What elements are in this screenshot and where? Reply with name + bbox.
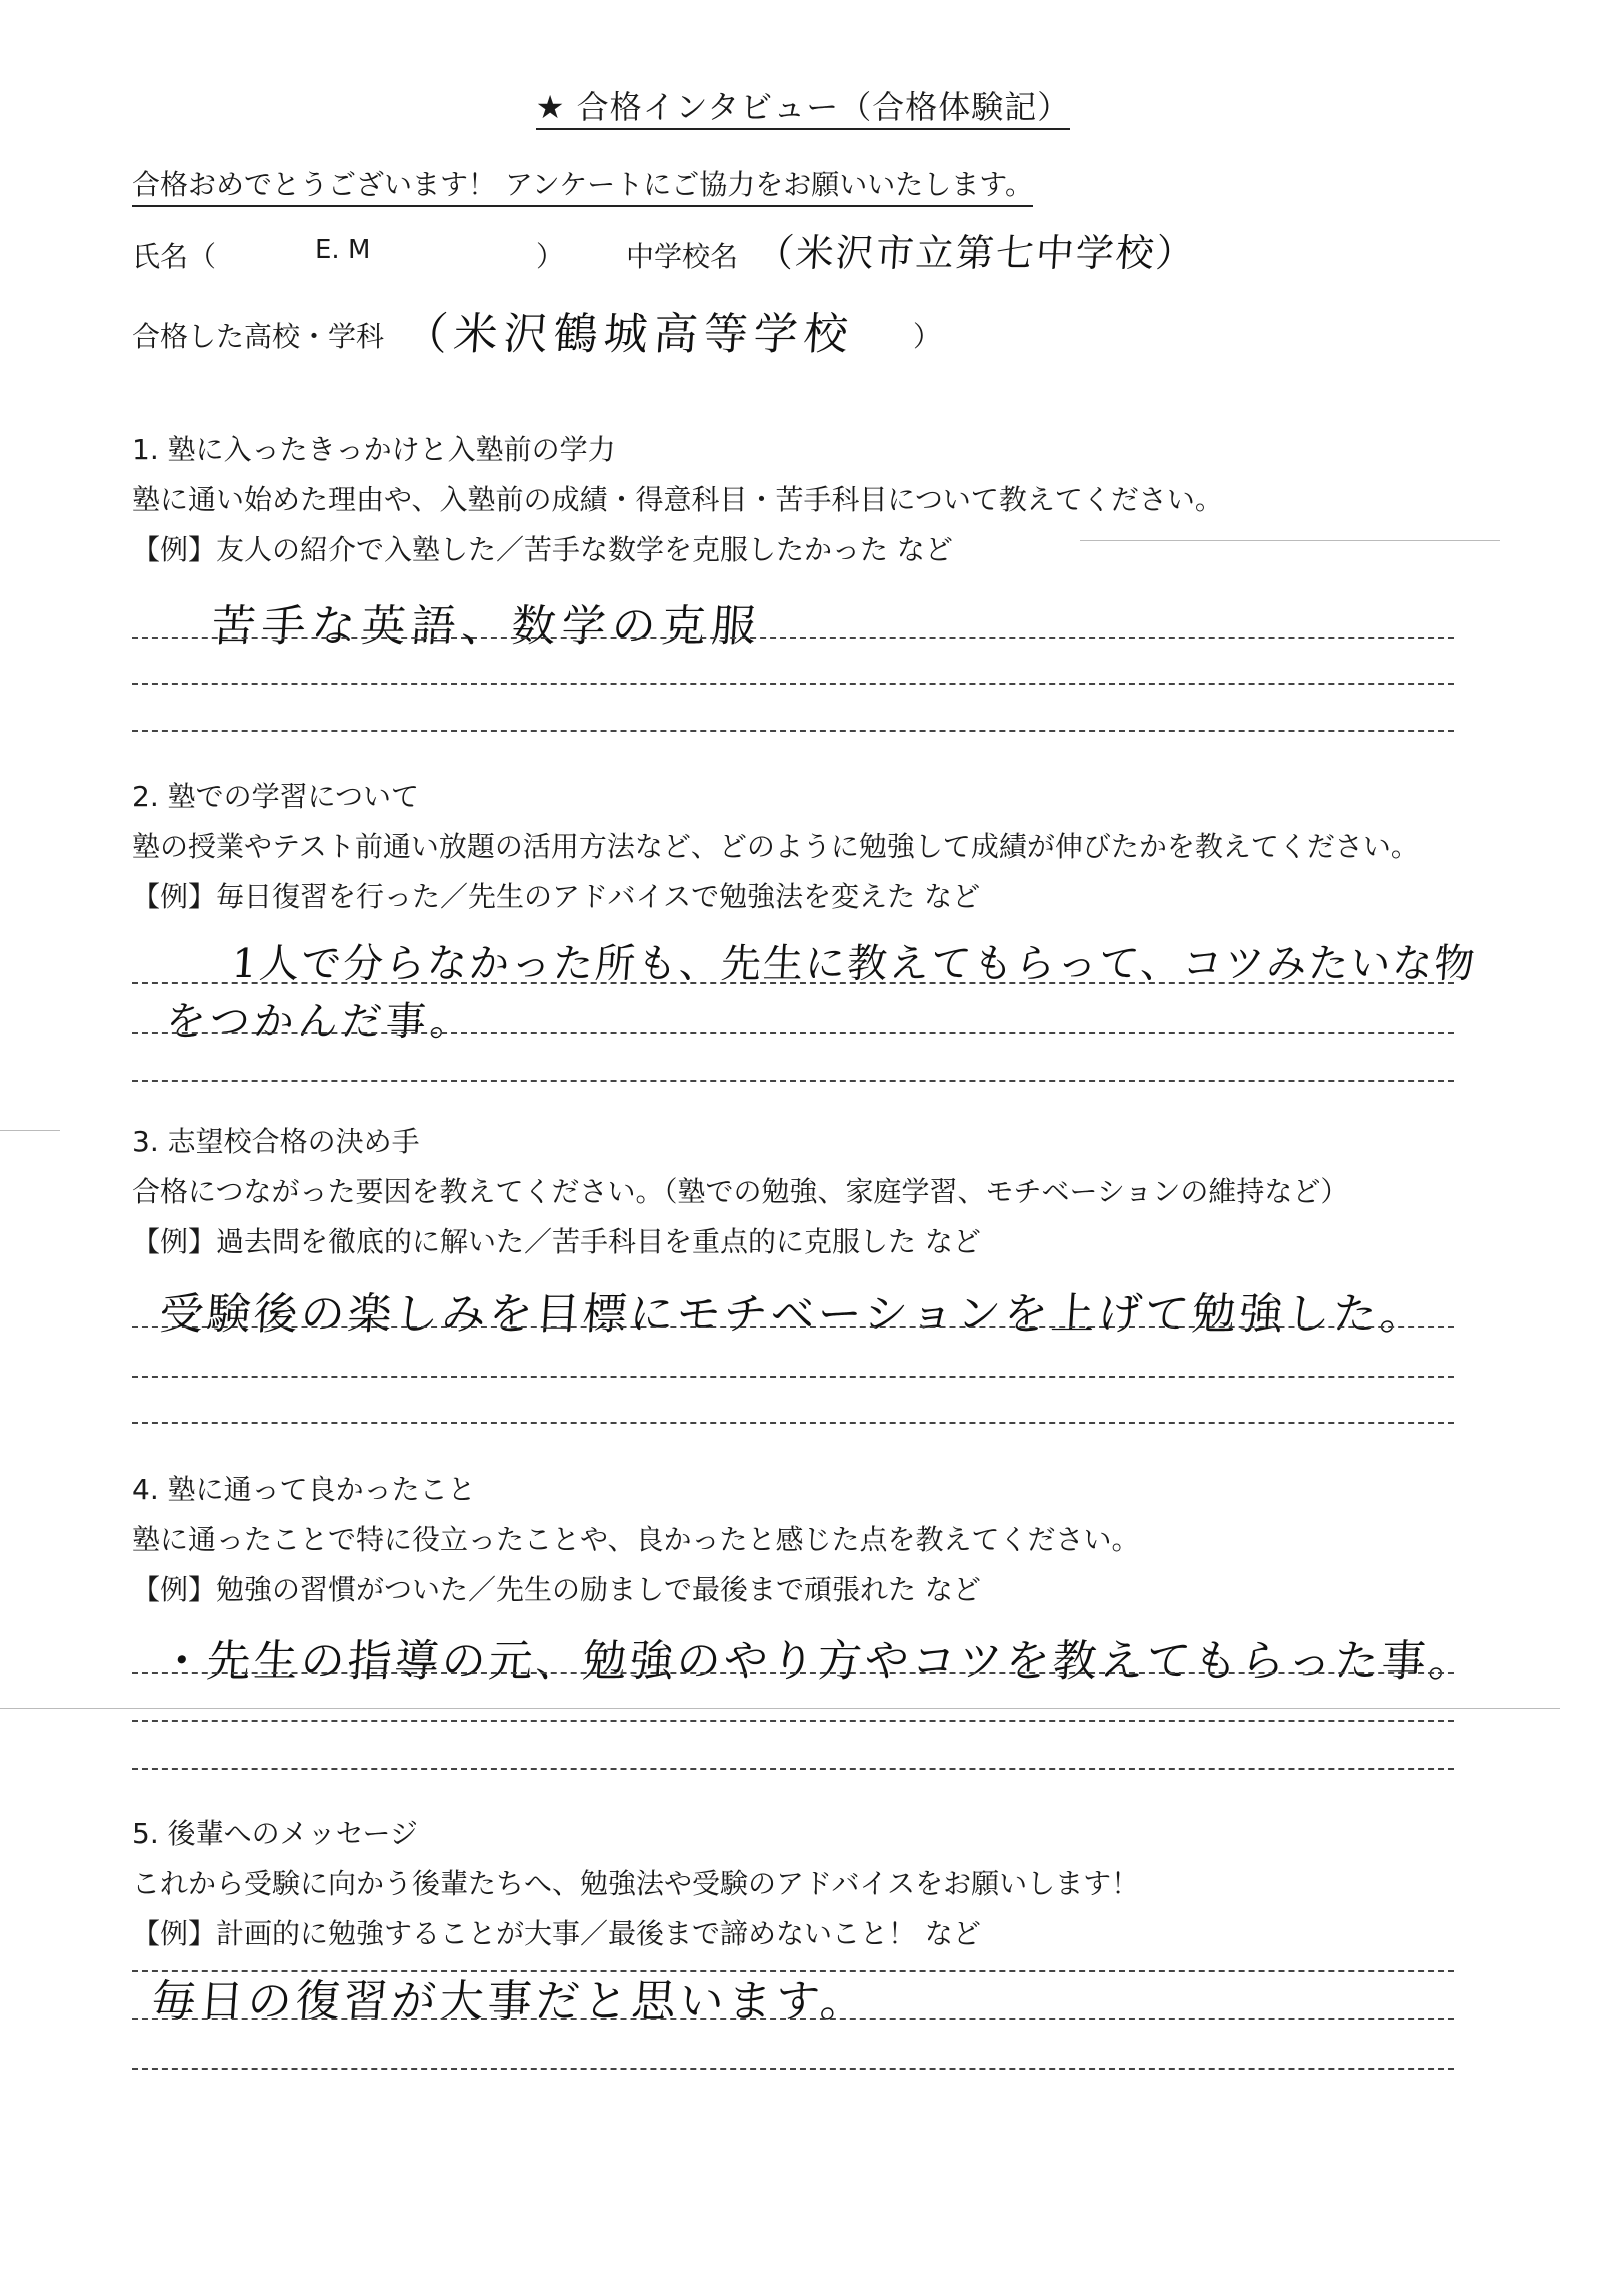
answer-rule	[132, 1768, 1454, 1770]
q1-example: 【例】友人の紹介で入塾した／苦手な数学を克服したかった など	[132, 533, 953, 566]
answer-rule	[132, 2068, 1454, 2070]
answer-rule	[132, 2018, 1454, 2020]
answer-rule	[132, 1970, 1454, 1972]
q1-description: 塾に通い始めた理由や、入塾前の成績・得意科目・苦手科目について教えてください。	[132, 483, 1223, 516]
name-close: ）	[536, 240, 565, 273]
scan-artifact	[1080, 540, 1500, 541]
highschool-close: ）	[913, 320, 942, 353]
answer-rule	[132, 1326, 1454, 1328]
q4-answer-line-1: ・先生の指導の元、勉強のやり方やコツを教えてもらった事。	[157, 1636, 1478, 1687]
school-value: （米沢市立第七中学校）	[754, 231, 1198, 275]
answer-rule	[132, 683, 1454, 685]
answer-rule	[132, 1672, 1454, 1674]
q2-description: 塾の授業やテスト前通い放題の活用方法など、どのように勉強して成績が伸びたかを教えてください。	[132, 830, 1419, 863]
q3-answer-line-1: 受験後の楽しみを目標にモチベーションを上げて勉強した。	[157, 1289, 1429, 1340]
highschool-value: （米沢鶴城高等学校	[401, 309, 856, 360]
answer-rule	[132, 730, 1454, 732]
answer-rule	[132, 637, 1454, 639]
name-label: 氏名（	[132, 240, 217, 273]
greeting-text: 合格おめでとうございます！ アンケートにご協力をお願いいたします。	[132, 163, 1033, 207]
scan-artifact	[0, 1130, 60, 1131]
page-title: ★ 合格インタビュー（合格体験記）	[0, 82, 1606, 128]
q2-answer-line-1: 1人で分らなかった所も、先生に教えてもらって、コツみたいな物	[230, 941, 1479, 987]
school-label: 中学校名	[626, 240, 739, 273]
q1-answer-line-1: 苦手な英語、数学の克服	[209, 601, 764, 652]
answer-rule	[132, 1422, 1454, 1424]
q5-description: これから受験に向かう後輩たちへ、勉強法や受験のアドバイスをお願いします！	[132, 1867, 1140, 1900]
q3-heading: 3. 志望校合格の決め手	[132, 1125, 420, 1158]
q4-example: 【例】勉強の習慣がついた／先生の励ましで最後まで頑張れた など	[132, 1573, 981, 1606]
q3-description: 合格につながった要因を教えてください。（塾での勉強、家庭学習、モチベーションの維持など）	[132, 1175, 1349, 1208]
answer-rule	[132, 1720, 1454, 1722]
q2-heading: 2. 塾での学習について	[132, 780, 420, 813]
answer-rule	[132, 1080, 1454, 1082]
highschool-label: 合格した高校・学科	[132, 320, 385, 353]
q3-example: 【例】過去問を徹底的に解いた／苦手科目を重点的に克服した など	[132, 1225, 981, 1258]
q2-example: 【例】毎日復習を行った／先生のアドバイスで勉強法を変えた など	[132, 880, 981, 913]
q5-heading: 5. 後輩へのメッセージ	[132, 1817, 418, 1850]
q1-heading: 1. 塾に入ったきっかけと入塾前の学力	[132, 433, 616, 466]
q4-description: 塾に通ったことで特に役立ったことや、良かったと感じた点を教えてください。	[132, 1523, 1140, 1556]
q4-heading: 4. 塾に通って良かったこと	[132, 1473, 476, 1506]
answer-rule	[132, 982, 1454, 984]
q5-answer-line-1: 毎日の復習が大事だと思います。	[149, 1976, 870, 2027]
answer-rule	[132, 1032, 1454, 1034]
q2-answer-line-2: をつかんだ事。	[164, 999, 476, 1045]
q5-example: 【例】計画的に勉強することが大事／最後まで諦めないこと！ など	[132, 1917, 981, 1950]
name-value: E. M	[315, 235, 371, 265]
answer-rule	[132, 1376, 1454, 1378]
scan-artifact	[0, 1708, 1560, 1709]
